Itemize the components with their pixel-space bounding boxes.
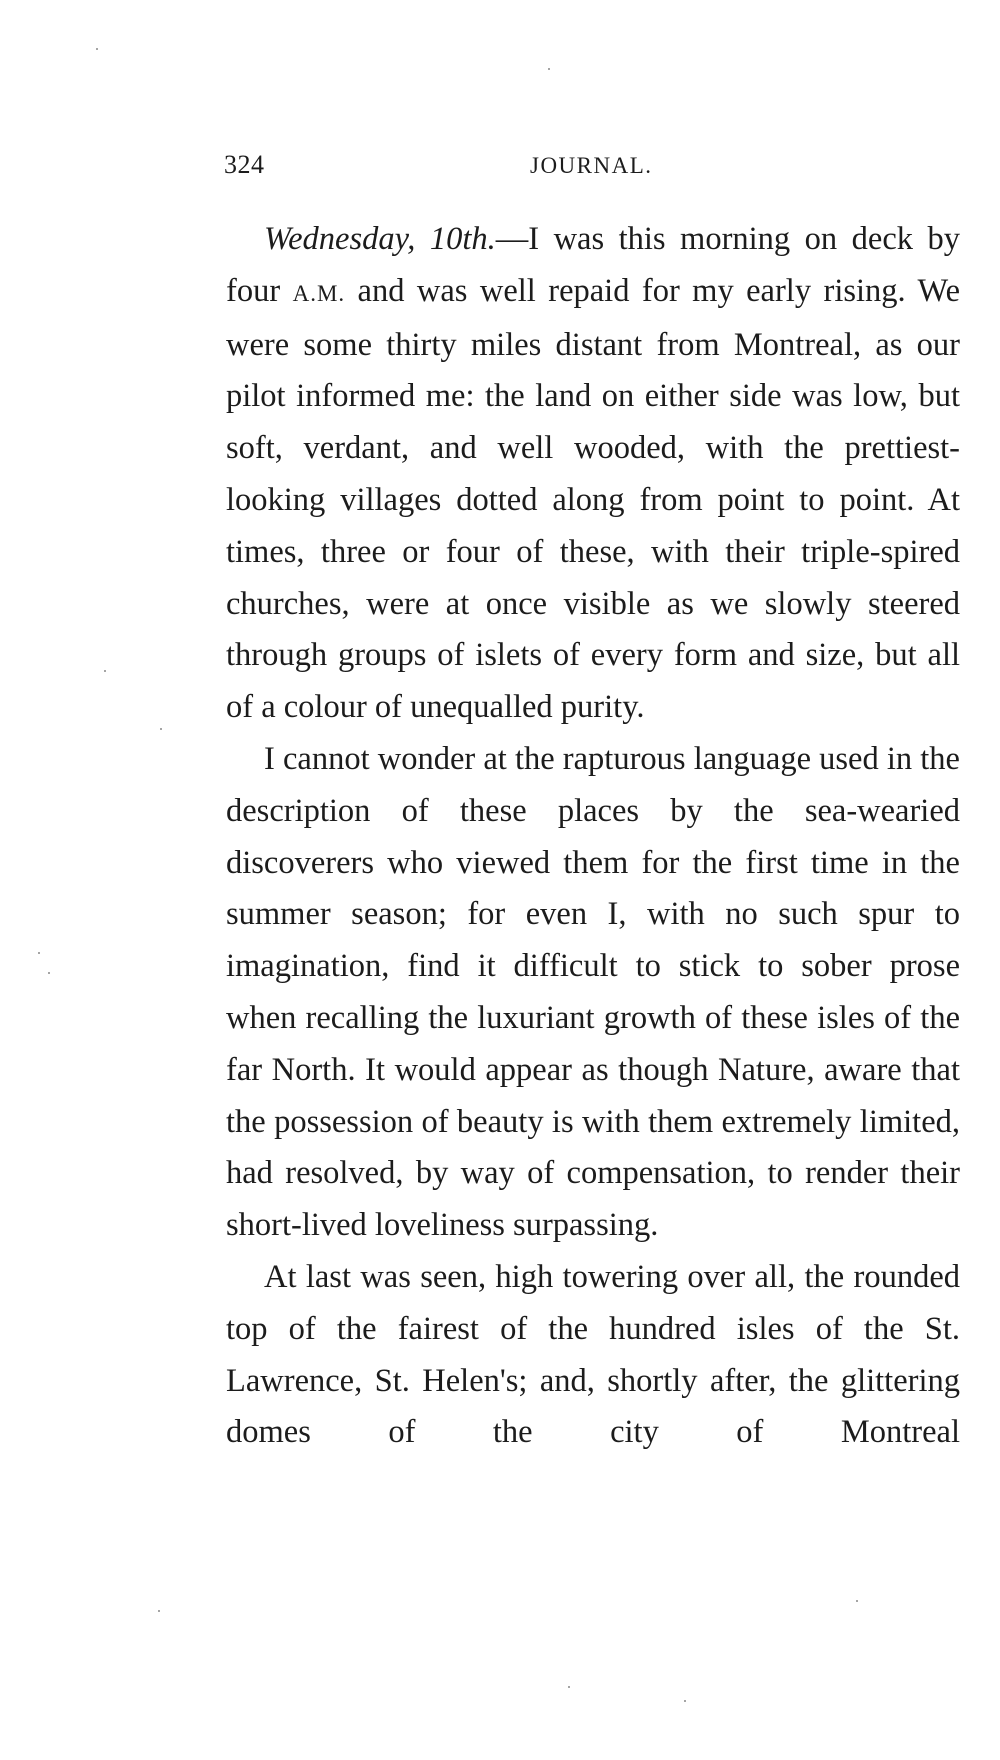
scan-speck: [158, 1610, 160, 1612]
scan-speck: [160, 728, 162, 730]
page-header: [224, 150, 964, 190]
body-text: [226, 214, 960, 1459]
paragraph-3: At last was seen, high towering over all, the rounded top of the fairest of the hundred isles of the St. Lawrence, St. Helen's; and, shortly after, the glittering domes of the city of Montreal: [226, 1258, 960, 1451]
paragraph-2: I cannot wonder at the rapturous language used in the description of these places by the sea-wearied discoverers who viewed them for the first time in the summer season; for even I, with no such spur to imagination, find it difficult to stick to sober prose when recalling the luxuriant growth of these isles of the far North. It would appear as though Nature, aware that the possession of beauty is with them extremely limited, had resolved, by way of compensation, to render their short-lived loveliness surpassing.: [226, 740, 960, 1244]
scan-speck: [684, 1700, 686, 1702]
paragraph-1-rest: and was well repaid for my early rising. We were some thirty miles distant from Montreal, as our pilot informed me: the land on either side was low, but soft, verdant, and well wooded, with the prettiest-looking villages dotted along from point to point. At times, three or four of these, with their triple-spired churches, were at once visible as we slowly steered through groups of islets of every form and size, but all of a colour of unequalled purity.: [226, 272, 960, 726]
scan-speck: [568, 1686, 570, 1688]
paragraph-1-lead: —I was this morning on deck by four: [226, 221, 961, 309]
entry-date: 10th.: [429, 221, 496, 257]
paragraph-1: [226, 214, 960, 734]
running-title: JOURNAL.: [530, 153, 653, 178]
entry-day: Wednesday,: [264, 221, 416, 257]
scan-speck: [856, 1600, 858, 1602]
scan-speck: [48, 972, 50, 974]
page-number: 324: [224, 150, 265, 179]
scan-speck: [104, 670, 106, 672]
scan-speck: [38, 952, 40, 954]
time-abbreviation: A.M.: [292, 280, 346, 306]
scan-speck: [96, 48, 98, 50]
scan-speck: [548, 68, 550, 70]
